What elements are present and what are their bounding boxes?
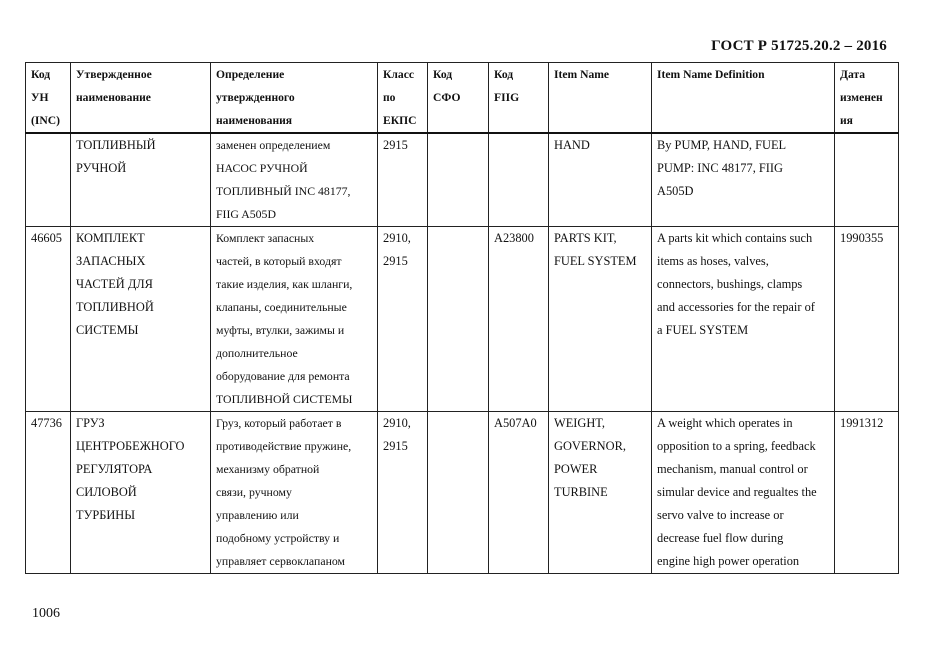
header-line: по [383,91,396,104]
cell-line: клапаны, соединительные [216,300,347,314]
cell-line: противодействие пружине, [216,439,352,453]
table-row [26,133,899,227]
cell-line: ТОПЛИВНЫЙ [76,138,156,152]
table-body [26,133,899,574]
cell-change-date [835,133,899,227]
cell-line: ТОПЛИВНОЙ [76,300,154,314]
cell-code-fiig [489,133,549,227]
cell-line: ЧАСТЕЙ ДЛЯ [76,277,153,291]
header-line: Утвержденное [76,68,152,81]
cell-line: 2910, [383,416,411,430]
header-line: FIIG [494,91,520,104]
cell-line: a FUEL SYSTEM [657,323,749,337]
cell-line: mechanism, manual control or [657,462,808,476]
header-line: УН [31,91,49,104]
cell-code-sfo [428,412,489,574]
cell-line: ТУРБИНЫ [76,508,136,522]
cell-line: By PUMP, HAND, FUEL [657,138,787,152]
cell-line: A23800 [494,231,534,245]
cell-line: 2915 [383,138,408,152]
header-line: наименование [76,91,151,104]
cell-line: HAND [554,138,590,152]
cell-line: GOVERNOR, [554,439,626,453]
cell-line: A weight which operates in [657,416,793,430]
header-line: наименования [216,114,293,127]
cell-line: КОМПЛЕКТ [76,231,145,245]
cell-class-ekps [378,227,428,412]
header-approved-name [71,63,211,134]
cell-code-inc [26,412,71,574]
cell-line: engine high power operation [657,554,800,568]
header-item-name-definition [652,63,835,134]
cell-code-inc [26,227,71,412]
cell-line: оборудование для ремонта [216,369,350,383]
cell-line: ГРУЗ [76,416,105,430]
header-line: ЕКПС [383,114,417,127]
header-line: изменен [840,91,883,104]
cell-line: ТОПЛИВНЫЙ INC 48177, [216,184,351,198]
cell-class-ekps [378,133,428,227]
cell-line: TURBINE [554,485,608,499]
cell-line: A505D [657,184,694,198]
cell-line: такие изделия, как шланги, [216,277,353,291]
cell-item-name-definition [652,412,835,574]
header-line: ия [840,114,853,127]
cell-code-sfo [428,227,489,412]
cell-line: 47736 [31,416,62,430]
header-code-inc [26,63,71,134]
cell-line: opposition to a spring, feedback [657,439,816,453]
header-line: Класс [383,68,414,81]
cell-line: servo valve to increase or [657,508,784,522]
cell-line: PUMP: INC 48177, FIIG [657,161,783,175]
header-line: Код [433,68,453,81]
cell-item-name-definition [652,227,835,412]
cell-line: 46605 [31,231,62,245]
table-row [26,227,899,412]
cell-code-inc [26,133,71,227]
cell-line: ЦЕНТРОБЕЖНОГО [76,439,185,453]
header-class-ekps [378,63,428,134]
cell-line: муфты, втулки, зажимы и [216,323,345,337]
cell-code-fiig [489,412,549,574]
cell-line: FUEL SYSTEM [554,254,637,268]
cell-line: A parts kit which contains such [657,231,813,245]
header-line: Дата [840,68,866,81]
cell-line: частей, в который входят [216,254,342,268]
cell-name-definition [211,133,378,227]
table-row [26,412,899,574]
cell-line: ТОПЛИВНОЙ СИСТЕМЫ [216,392,353,406]
cell-line: НАСОС РУЧНОЙ [216,161,308,175]
cell-line: СИЛОВОЙ [76,485,137,499]
cell-line: механизму обратной [216,462,320,476]
cell-line: 2915 [383,439,408,453]
document-header: ГОСТ Р 51725.20.2 – 2016 [711,38,887,54]
header-code-sfo [428,63,489,134]
header-line: Item Name Definition [657,68,765,81]
cell-line: РУЧНОЙ [76,161,127,175]
page-number: 1006 [32,606,60,621]
cell-item-name [549,412,652,574]
cell-line: подобному устройству и [216,531,340,545]
header-item-name [549,63,652,134]
cell-line: 1990355 [840,231,884,245]
cell-line: A507A0 [494,416,537,430]
cell-approved-name [71,412,211,574]
header-line: Код [31,68,51,81]
cell-item-name-definition [652,133,835,227]
header-change-date [835,63,899,134]
cell-code-fiig [489,227,549,412]
cell-line: Комплект запасных [216,231,315,245]
cell-approved-name [71,133,211,227]
cell-name-definition [211,412,378,574]
cell-line: связи, ручному [216,485,292,499]
cell-line: управлению или [216,508,299,522]
cell-line: and accessories for the repair of [657,300,815,314]
cell-item-name [549,227,652,412]
header-line: утвержденного [216,91,295,104]
cell-class-ekps [378,412,428,574]
cell-line: дополнительное [216,346,298,360]
header-line: Определение [216,68,285,81]
cell-approved-name [71,227,211,412]
cell-line: decrease fuel flow during [657,531,784,545]
cell-line: ЗАПАСНЫХ [76,254,146,268]
table-header-row [26,63,899,134]
cell-change-date [835,227,899,412]
header-line: (INC) [31,114,60,127]
cell-change-date [835,412,899,574]
cell-line: PARTS KIT, [554,231,617,245]
cell-line: connectors, bushings, clamps [657,277,803,291]
cell-line: СИСТЕМЫ [76,323,139,337]
classification-table [25,62,899,574]
header-line: Item Name [554,68,610,81]
cell-line: 2915 [383,254,408,268]
header-code-fiig [489,63,549,134]
cell-line: заменен определением [216,138,331,152]
header-line: СФО [433,91,461,104]
cell-line: WEIGHT, [554,416,606,430]
cell-line: РЕГУЛЯТОРА [76,462,153,476]
cell-line: simular device and regualtes the [657,485,817,499]
cell-line: POWER [554,462,598,476]
header-line: Код [494,68,514,81]
cell-code-sfo [428,133,489,227]
cell-item-name [549,133,652,227]
cell-line: 1991312 [840,416,884,430]
cell-line: FIIG A505D [216,207,276,221]
cell-line: управляет сервоклапаном [216,554,346,568]
header-name-definition [211,63,378,134]
cell-line: 2910, [383,231,411,245]
cell-name-definition [211,227,378,412]
cell-line: Груз, который работает в [216,416,342,430]
cell-line: items as hoses, valves, [657,254,769,268]
